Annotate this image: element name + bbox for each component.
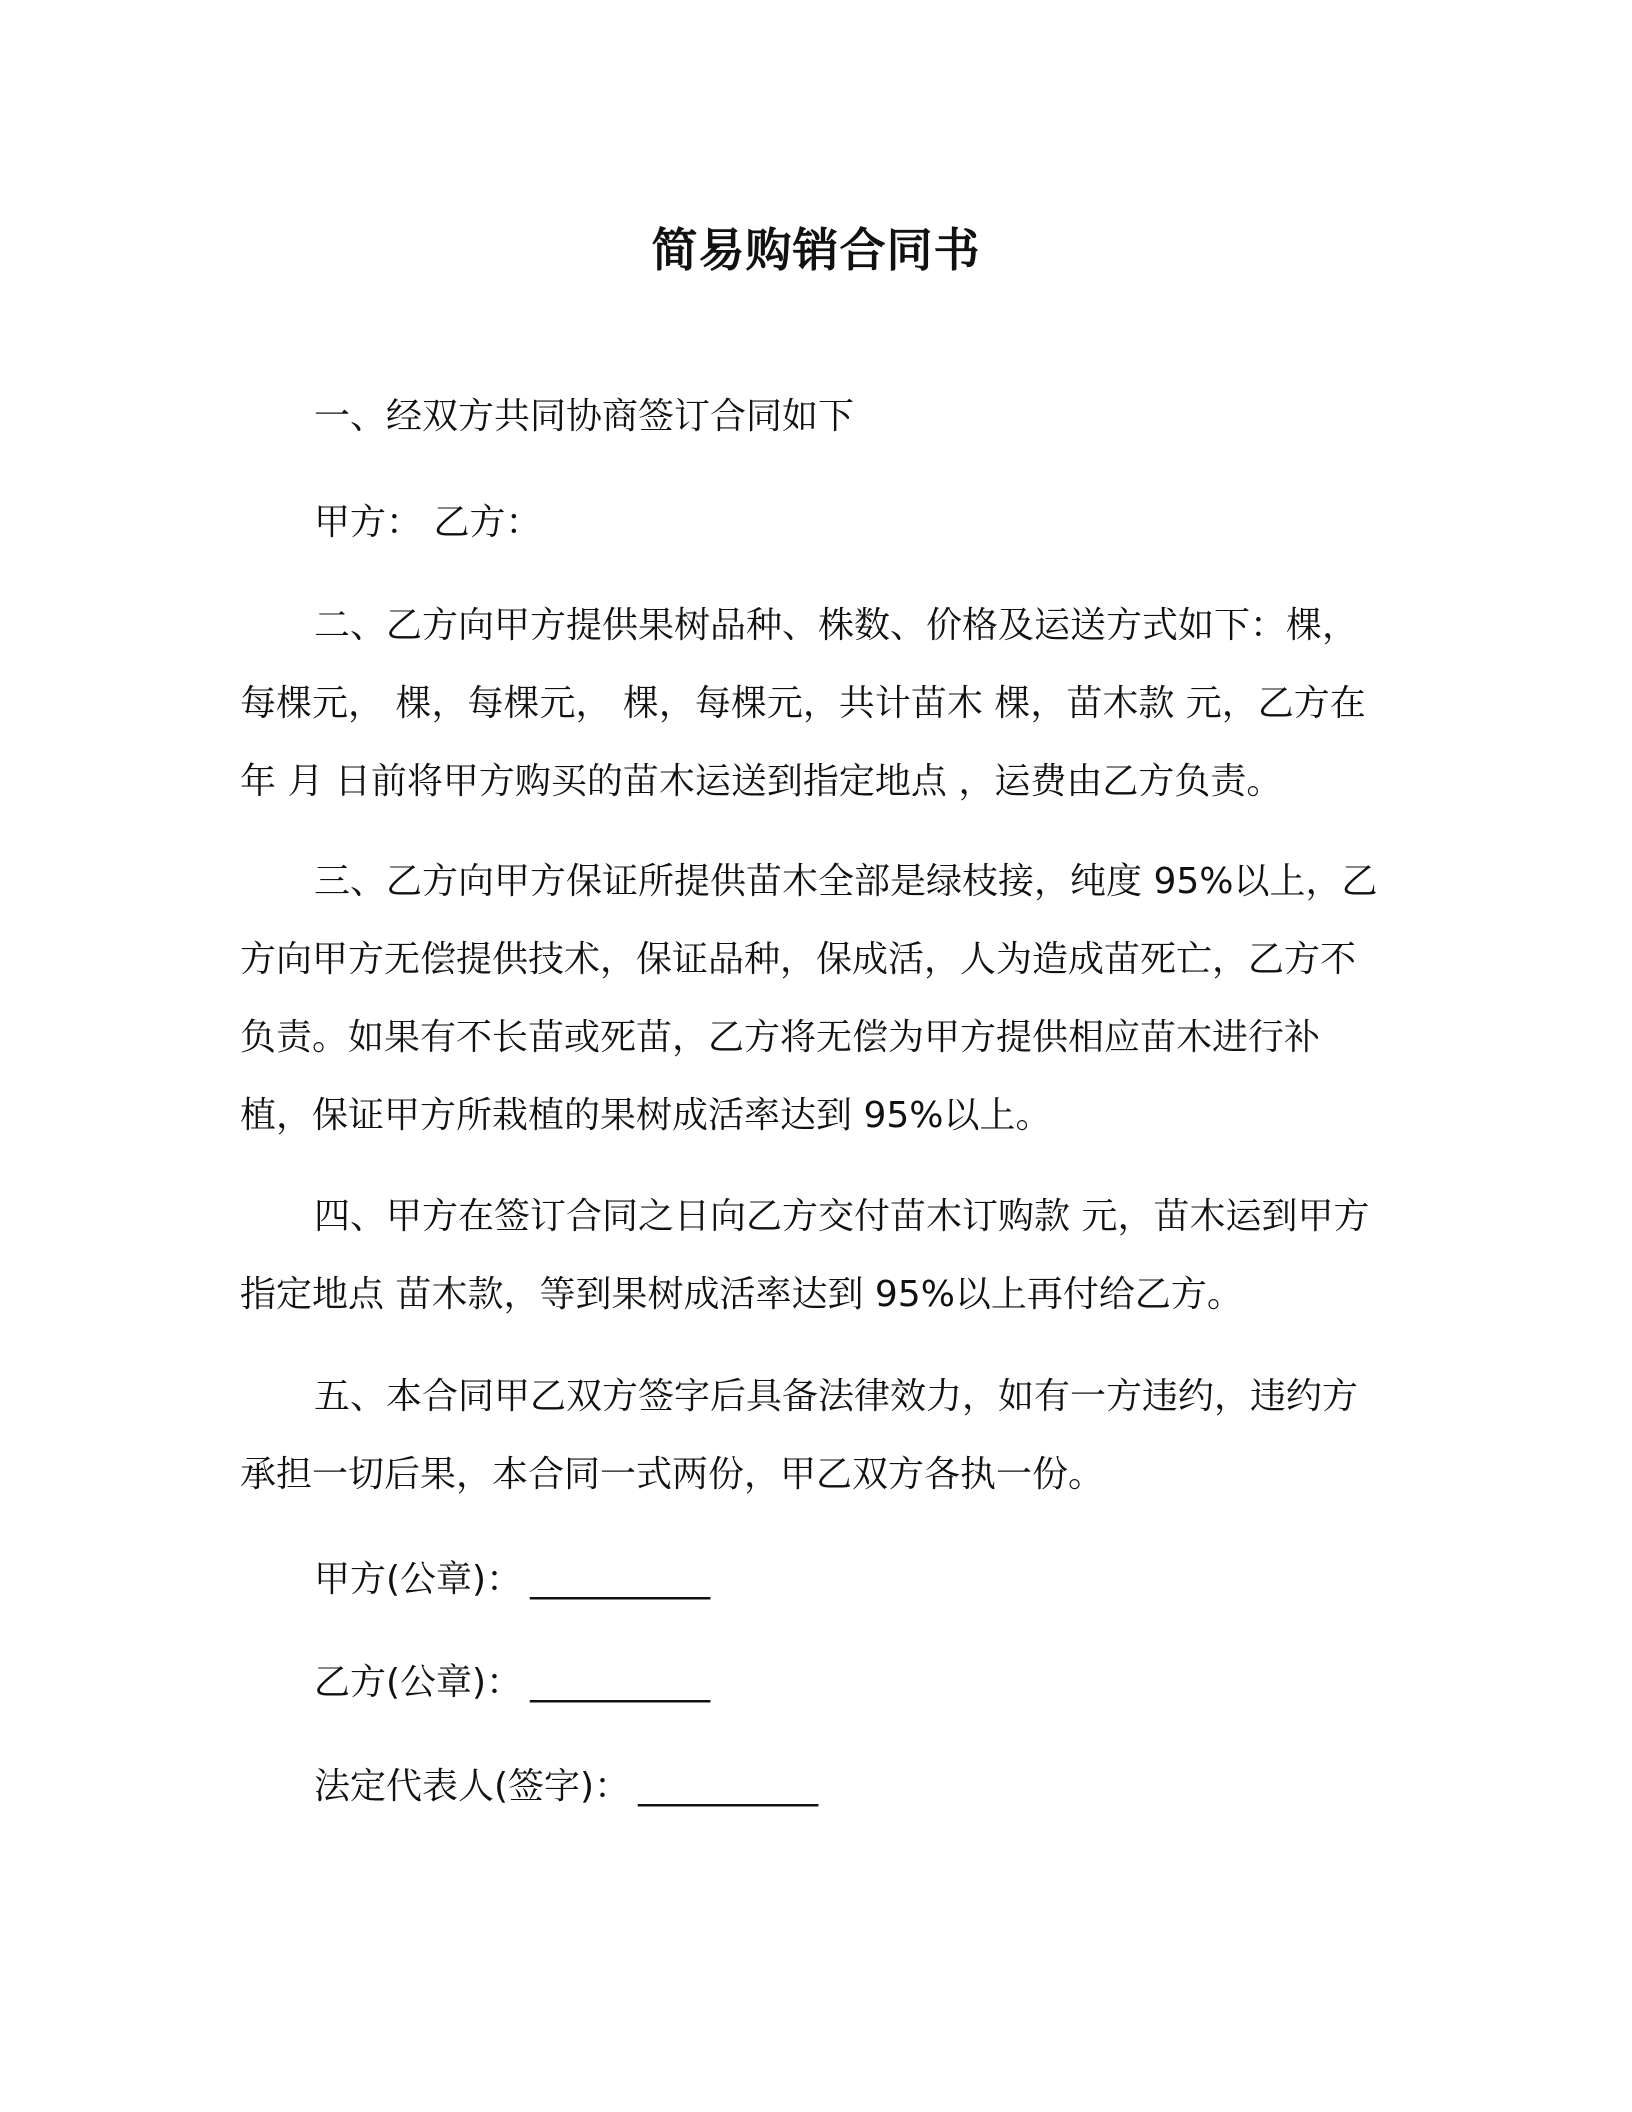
- party-a-seal-blank: __________: [530, 1559, 711, 1600]
- legal-rep-signature-blank: __________: [638, 1766, 819, 1807]
- section-3-paragraph: 三、乙方向甲方保证所提供苗木全部是绿枝接，纯度 95%以上，乙方向甲方无偿提供技术，保证品种，保成活，人为造成苗死亡，乙方不负责。如果有不长苗或死苗，乙方将无偿为甲方提供相应苗木进行补植，保证甲方所栽植的果树成活率达到 95%以上。: [240, 861, 1378, 1136]
- party-b-seal-line: [314, 1658, 710, 1708]
- parties-line: 甲方： 乙方：: [314, 502, 542, 543]
- party-a-seal-label: 甲方(公章)：: [314, 1559, 523, 1600]
- party-b-seal-blank: __________: [530, 1662, 711, 1703]
- section-2-paragraph: 二、乙方向甲方提供果树品种、株数、价格及运送方式如下：棵，每棵元， 棵，每棵元， 棵，每棵元，共计苗木 棵，苗木款 元，乙方在 年 月 日前将甲方购买的苗木运送到指定地点 ，运费由乙方负责。: [240, 605, 1366, 802]
- document-title: 简易购销合同书: [651, 223, 981, 277]
- section-4-paragraph: 四、甲方在签订合同之日向乙方交付苗木订购款 元，苗木运到甲方指定地点 苗木款，等到果树成活率达到 95%以上再付给乙方。: [240, 1196, 1370, 1315]
- legal-rep-signature-line: [314, 1762, 818, 1812]
- party-b-seal-label: 乙方(公章)：: [314, 1662, 523, 1703]
- legal-rep-signature-label: 法定代表人(签字)：: [314, 1766, 631, 1807]
- section-5-paragraph: 五、本合同甲乙双方签字后具备法律效力，如有一方违约，违约方承担一切后果，本合同一式两份，甲乙双方各执一份。: [240, 1376, 1359, 1495]
- party-a-seal-line: [314, 1555, 710, 1605]
- section-1-heading: 一、经双方共同协商签订合同如下: [314, 396, 855, 437]
